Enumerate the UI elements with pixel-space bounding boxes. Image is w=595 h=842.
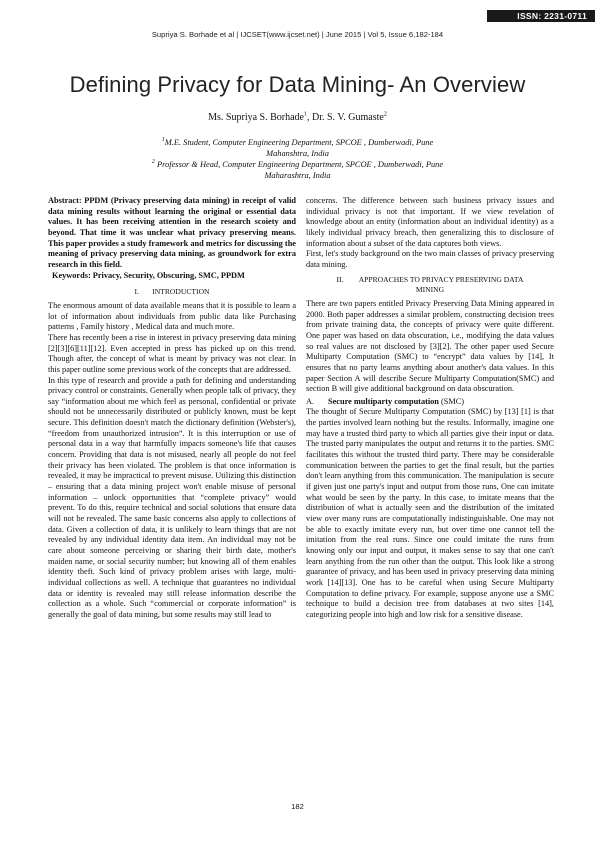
affiliation-2-line2: Maharashtra, India (264, 170, 331, 180)
section-2-paragraph: There are two papers entitled Privacy Preserving Data Mining appeared in 2000. Both paper addresses a similar problem, constructing decision trees from private training data, the concepts of privacy were quite different. One paper was based on data obscuration, i.e., modifying the data values so real values are not disclosed by [3][2]. The other paper used Secure Multiparty Computation (SMC) to “encrypt” data values by [14], It ensures that no party learns anything about another's data values. In this paper Section A will describe Secure Multiparty Computation(SMC) and section B will give additional background on data obscuration. (306, 298, 554, 394)
affiliation-2-sup: 2 (151, 159, 155, 166)
affiliation-1-sup: 1 (161, 137, 165, 144)
issn-banner: ISSN: 2231-0711 (487, 10, 595, 22)
author-separator: , (306, 112, 312, 123)
author-2: Dr. S. V. Gumaste (311, 112, 384, 123)
subsection-a-suffix: (SMC) (438, 396, 465, 406)
author-1-sup: 1 (303, 111, 307, 118)
section-1-title: INTRODUCTION (152, 287, 210, 297)
affiliation-2 (90, 160, 505, 181)
subsection-a-label: A. (306, 396, 315, 406)
author-line (0, 112, 595, 123)
author-1: Ms. Supriya S. Borhade (208, 112, 304, 123)
left-column (48, 196, 296, 621)
transition-paragraph: First, let's study background on the two main classes of privacy preserving data mining. (306, 249, 554, 269)
subsection-a-paragraph: The thought of Secure Multiparty Computation (SMC) by [13] [1] is that the parties involved learn nothing but the results. Informally, imagine one may have a trusted third party to which all parties give their input or data. The trusted party manipulates the output and returns it to the parties. SMC facilitates this without the trusted third party. There may be considerable communication between the parties to get the final result, but the parties don't learn anything from this communication. The manipulation is secure if given just one party's input and output from those runs, One can imitate what would be seen by the party. In this case, to imitate means that the distribution of what is actually seen and the distribution of the imitated view over many runs are computationally indistinguishable. One may not be able to exactly imitate every run, but over time one cannot tell the imitation from the real runs. Since one could imitate the runs from knowing only our input and output, it makes sense to say that one can't learn anything from the run other than the output. This look like a strong guarantee of privacy, and has been used in privacy preserving data mining work [14][13]. One has to be careful when using Secure Multiparty Computation to define privacy. For example, suppose anyone use a SMC technique to build a decision tree from databases at two sites [14], categorizing people into high and low risk for a sensitive disease. (306, 407, 554, 619)
paper-title: Defining Privacy for Data Mining- An Overview (69, 72, 526, 97)
keywords: Keywords: Privacy, Security, Obscuring, SMC, PPDM (52, 270, 245, 280)
section-1-paragraph-1: The enormous amount of data available means that it is possible to learn a lot of information about individuals from public data like Purchasing patterns , Family history , Medical data and much more. (48, 300, 296, 332)
affiliation-1-line2: Mahanshtra, India (266, 148, 329, 158)
section-2-heading (306, 275, 554, 296)
section-1-heading (48, 287, 296, 298)
section-1-paragraph-2: There has recently been a rise in interest in privacy preserving data mining [2][3][6][11][12]. Even accepted in press has picked up on this trend. Though after, the concept of what is meant by privacy was not clear. In this paper outline some previous work of the concepts that are addressed. (48, 332, 296, 374)
affiliation-1-line1: M.E. Student, Computer Engineering Department, SPCOE , Dumberwadi, Pune (164, 138, 434, 147)
subsection-a-heading (306, 397, 554, 408)
author-2-sup: 2 (383, 111, 387, 118)
right-column (306, 196, 554, 621)
section-2-title-line1: APPROACHES TO PRIVACY PRESERVING DATA (358, 274, 524, 284)
section-1-paragraph-3: In this type of research and provide a path for defining and understanding privacy control or constraints. Generally when people talk of privacy, they say “information about me which feel as personal, confidential or private should not be unnecessarily distributed or publicly known, must be kept secure. This definition doesn't match the dictionary definition (Webster's), “freedom from unauthorized intrusion”. It is this interruption or use of personal data in a way that harmfully impacts someone's life that causes concern. Providing that data is not misused, nearly all people do not feel their privacy has been violated. The problem is that once information is revealed, it may be impractical to prevent misuse. Utilizing this distinction – ensuring that a data mining project won't enable misuse of personal information – unlock opportunities that “complete privacy” would prevent. To do this, require technical and social solutions that ensure data will not be revealed. The same basic concerns also apply to collections of data. Given a collection of data, it is unlikely to learn things that are not revealed by any individual identity data item. An individual may not be care about someone perceiving or sharing their birth date, mother's maiden name, or social security number; but knowing all of them enables identity theft. Such kind of privacy problem arises with large, multi-individual collections as well. A technique that guarantees no individual data or identity is revealed may still release information describe the collection as a whole. Such “commercial or corporate information” is generally the goal of data mining, but some results may still lead to (48, 375, 296, 619)
continued-paragraph: concerns. The difference between such business privacy issues and individual privacy is not that important. If we view revelation of knowledge about an entity (information about an individual identity) as a likely individual privacy breach, then generalizing this to disclosure of information about a subset of the data captures both views. (306, 196, 554, 248)
running-head: Supriya S. Borhade et al | IJCSET(www.ijcset.net) | June 2015 | Vol 5, Issue 6,182-184 (151, 30, 444, 39)
affiliation-1 (90, 138, 505, 159)
section-2-number: II. (336, 274, 344, 284)
affiliation-2-line1: Professor & Head, Computer Engineering Department, SPCOE , Dumberwadi, Pune (154, 160, 444, 169)
page-number: 182 (291, 802, 304, 811)
subsection-a-title: Secure multiparty computation (328, 396, 439, 406)
abstract: Abstract: PPDM (Privacy preserving data mining) in receipt of valid data mining results without learning the original or essential data values. It has been receiving attention in the research scoiety and beyond. That time it was unclear what privacy preserving means. This paper provides a study framework and metrics for discussing the meaning of privacy preserving data mining, as groundwork for extra research in this field. (48, 196, 296, 269)
section-1-number: I. (134, 287, 139, 297)
section-2-title-line2: MINING (415, 285, 445, 295)
